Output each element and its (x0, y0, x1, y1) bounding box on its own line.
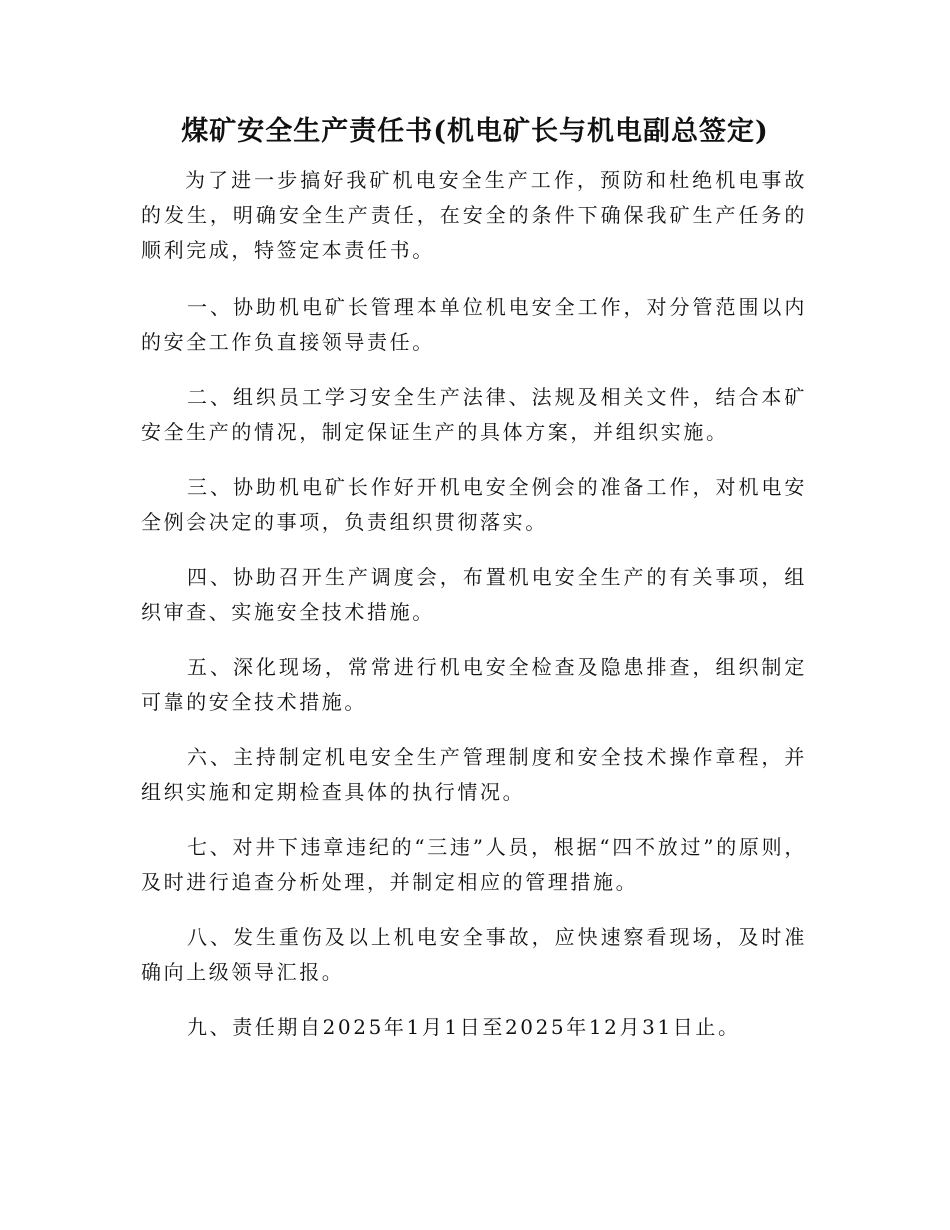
clause-6-paragraph: 六、主持制定机电安全生产管理制度和安全技术操作章程，并组织实施和定期检查具体的执行情况。 (141, 745, 807, 804)
clause-5-paragraph: 五、深化现场，常常进行机电安全检查及隐患排查，组织制定可靠的安全技术措施。 (141, 655, 807, 714)
clause-1-paragraph: 一、协助机电矿长管理本单位机电安全工作，对分管范围以内的安全工作负直接领导责任。 (141, 295, 807, 354)
document-body (141, 163, 807, 1065)
intro-paragraph: 为了进一步搞好我矿机电安全生产工作，预防和杜绝机电事故的发生，明确安全生产责任，在安全的条件下确保我矿生产任务的顺利完成，特签定本责任书。 (141, 168, 807, 262)
clause-7-paragraph: 七、对井下违章违纪的“三违”人员，根据“四不放过”的原则，及时进行追查分析处理，并制定相应的管理措施。 (141, 835, 807, 894)
clause-9-paragraph: 九、责任期自2025年1月1日至2025年12月31日止。 (187, 1015, 741, 1039)
clause-2-paragraph: 二、组织员工学习安全生产法律、法规及相关文件，结合本矿安全生产的情况，制定保证生产的具体方案，并组织实施。 (141, 385, 807, 444)
clause-4-paragraph: 四、协助召开生产调度会，布置机电安全生产的有关事项，组织审查、实施安全技术措施。 (141, 565, 807, 624)
clause-3-paragraph: 三、协助机电矿长作好开机电安全例会的准备工作，对机电安全例会决定的事项，负责组织贯彻落实。 (141, 475, 807, 534)
document-title: 煤矿安全生产责任书(机电矿长与机电副总签定) (181, 116, 769, 147)
clause-8-paragraph: 八、发生重伤及以上机电安全事故，应快速察看现场，及时准确向上级领导汇报。 (141, 925, 807, 984)
